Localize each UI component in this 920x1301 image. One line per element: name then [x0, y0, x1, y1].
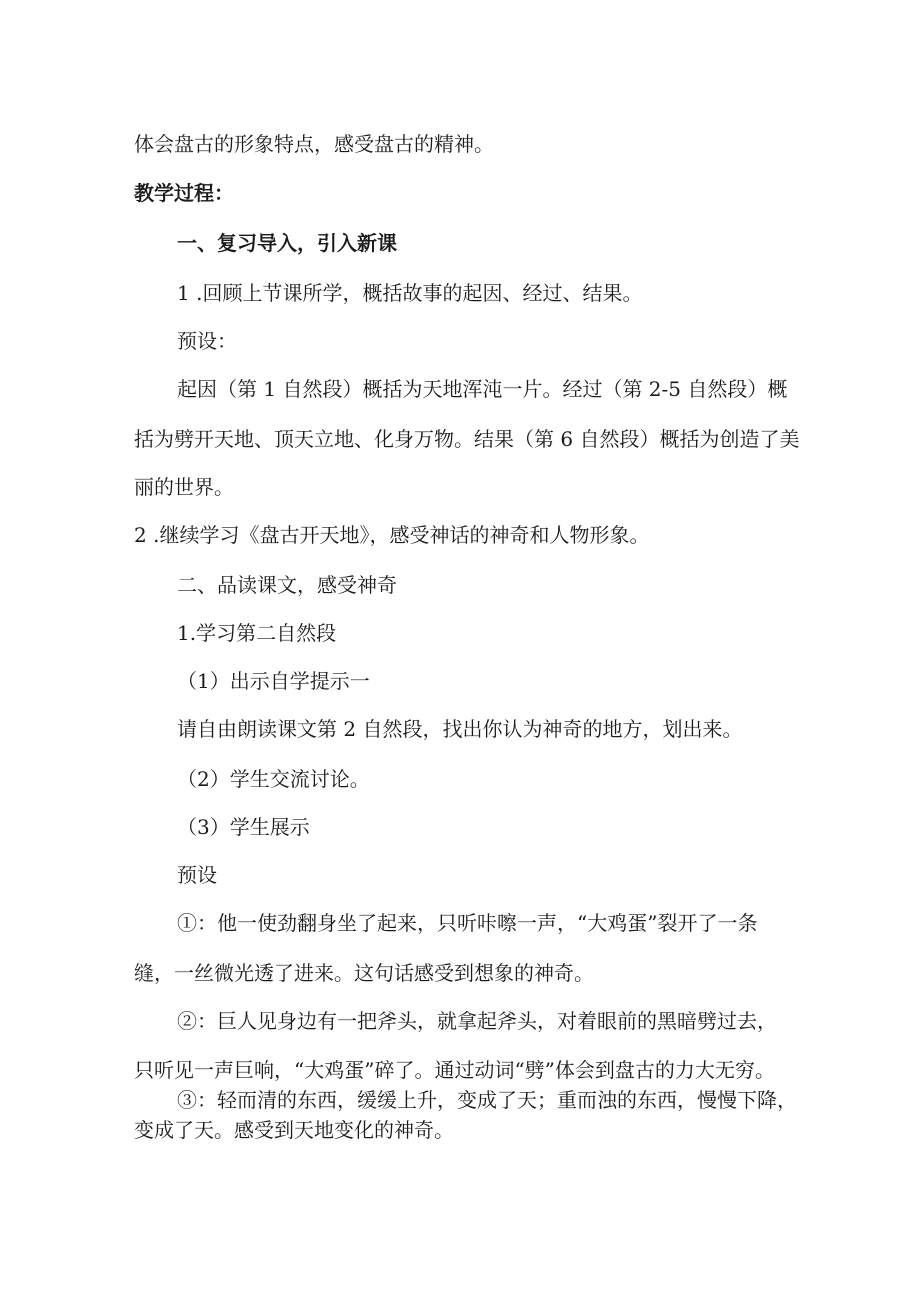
- text-line: 体会盘古的形象特点，感受盘古的精神。: [134, 132, 494, 156]
- text-line: ①：他一使劲翻身坐了起来，只听咔嚓一声，“大鸡蛋”裂开了一条: [177, 911, 758, 935]
- section-heading: 教学过程：: [134, 181, 234, 205]
- subsection-heading: 一、复习导入，引入新课: [177, 231, 397, 255]
- text-line: 变成了天。感受到天地变化的神奇。: [134, 1118, 454, 1142]
- text-line: 只听见一声巨响，“大鸡蛋”碎了。通过动词“劈”体会到盘古的力大无穷。: [134, 1058, 775, 1082]
- text-line: 1 .回顾上节课所学，概括故事的起因、经过、结果。: [177, 281, 643, 305]
- text-line: ③：轻而清的东西，缓缓上升，变成了天；重而浊的东西，慢慢下降，: [177, 1088, 797, 1112]
- text-line: 预设：: [177, 329, 237, 353]
- text-line: 1.学习第二自然段: [177, 621, 337, 645]
- text-line: 二、品读课文，感受神奇: [177, 573, 397, 597]
- text-line: 预设: [177, 863, 217, 887]
- text-line: 请自由朗读课文第 2 自然段，找出你认为神奇的地方，划出来。: [177, 717, 743, 741]
- text-line: 丽的世界。: [134, 475, 234, 499]
- text-line: 起因（第 1 自然段）概括为天地浑沌一片。经过（第 2-5 自然段）概: [177, 377, 788, 401]
- text-line: （3）学生展示: [177, 815, 310, 839]
- text-line: 括为劈开天地、顶天立地、化身万物。结果（第 6 自然段）概括为创造了美: [134, 427, 800, 451]
- text-line: （2）学生交流讨论。: [177, 767, 370, 791]
- text-line: （1）出示自学提示一: [177, 669, 370, 693]
- text-line: 缝，一丝微光透了进来。这句话感受到想象的神奇。: [134, 961, 594, 985]
- text-line: 2 .继续学习《盘古开天地》，感受神话的神奇和人物形象。: [134, 523, 650, 547]
- text-line: ②：巨人见身边有一把斧头，就拿起斧头，对着眼前的黑暗劈过去，: [177, 1009, 777, 1033]
